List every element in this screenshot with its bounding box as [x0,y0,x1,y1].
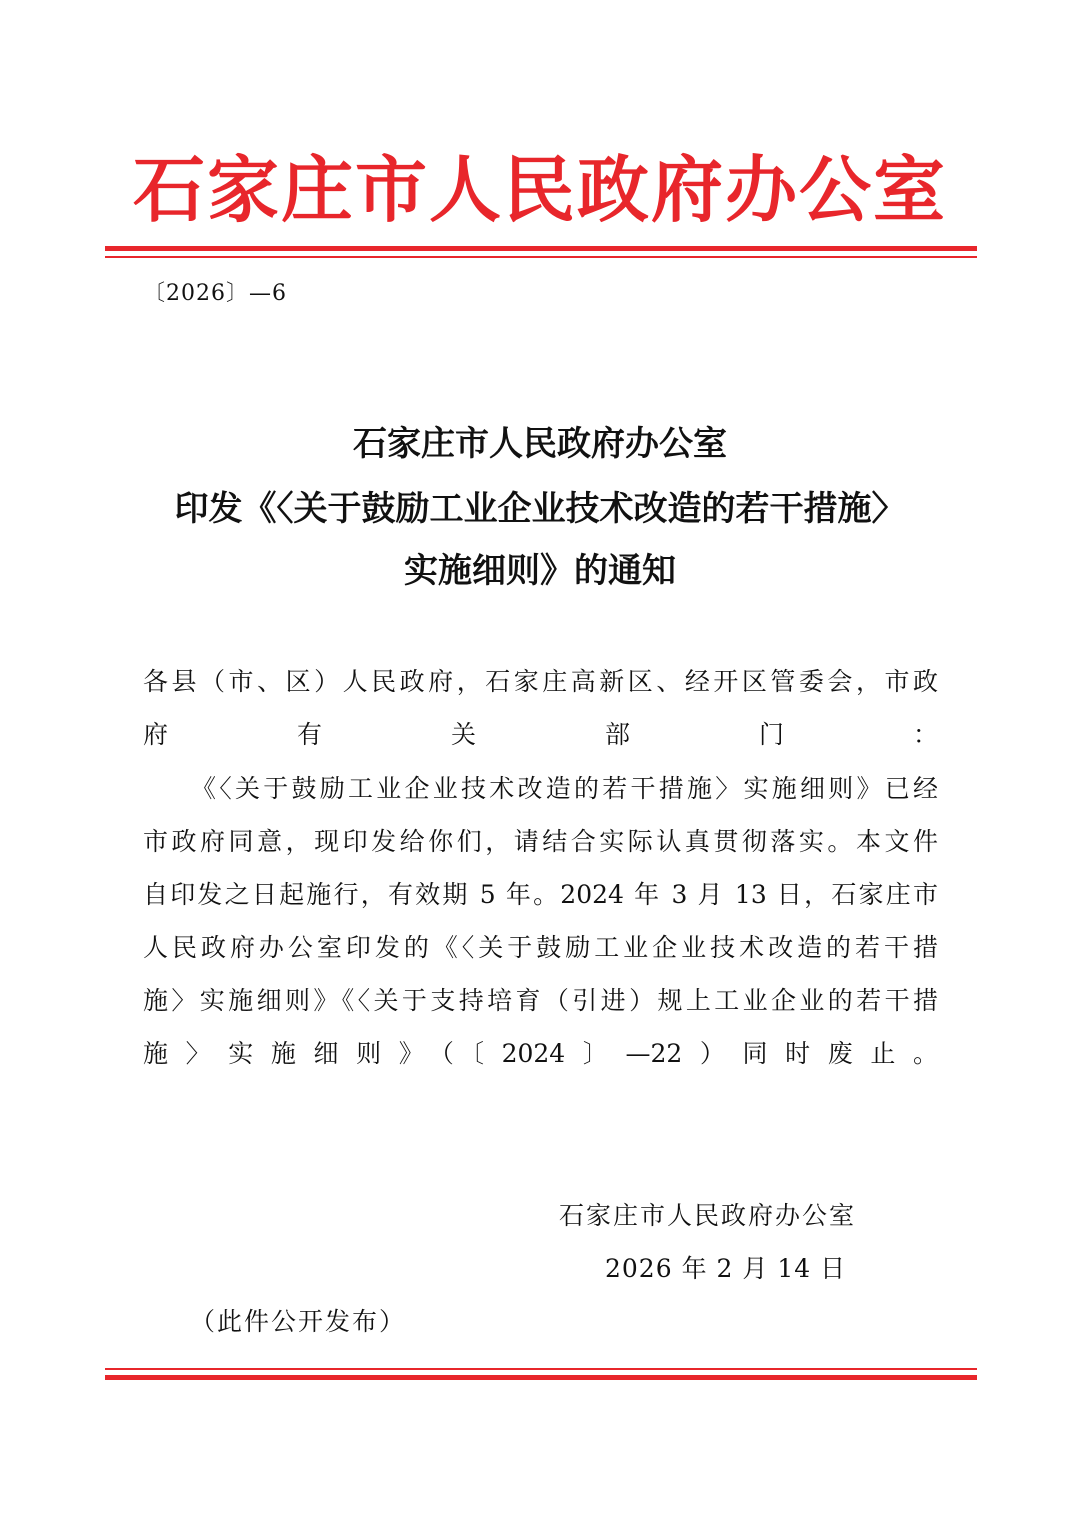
public-release-note: （此件公开发布） [190,1307,407,1336]
header-divider-thin [105,256,977,258]
footer-divider-thin [105,1368,977,1370]
document-number: 〔2026〕—6 [143,281,287,306]
title-line-1: 石家庄市人民政府办公室 [353,424,727,464]
body-line: 人民政府办公室印发的《〈关于鼓励工业企业技术改造的若干措 [143,933,938,962]
salutation-line: 府有关部门： [143,720,938,749]
body-line: 市政府同意，现印发给你们，请结合实际认真贯彻落实。本文件 [143,827,938,856]
body-line: 施〉实施细则》（〔2024〕—22）同时废止。 [143,1039,938,1068]
signature-date: 2026 年 2 月 14 日 [605,1254,847,1283]
body-line: 施〉实施细则》《〈关于支持培育（引进）规上工业企业的若干措 [143,986,938,1015]
footer-divider-thick [105,1375,977,1380]
body-line: 《〈关于鼓励工业企业技术改造的若干措施〉实施细则》已经 [191,774,938,803]
salutation-line: 各县（市、区）人民政府，石家庄高新区、经开区管委会，市政 [143,667,938,696]
salutation [143,655,938,761]
masthead-title: 石家庄市人民政府办公室 [132,147,947,232]
body-paragraph [143,762,938,1080]
title-line-2: 印发《〈关于鼓励工业企业技术改造的若干措施〉 [174,489,906,529]
title-line-3: 实施细则》的通知 [404,551,676,591]
signature-issuer: 石家庄市人民政府办公室 [559,1201,857,1230]
body-line: 自印发之日起施行，有效期 5 年。2024 年 3 月 13 日，石家庄市 [143,880,938,909]
header-divider-thick [105,246,977,251]
